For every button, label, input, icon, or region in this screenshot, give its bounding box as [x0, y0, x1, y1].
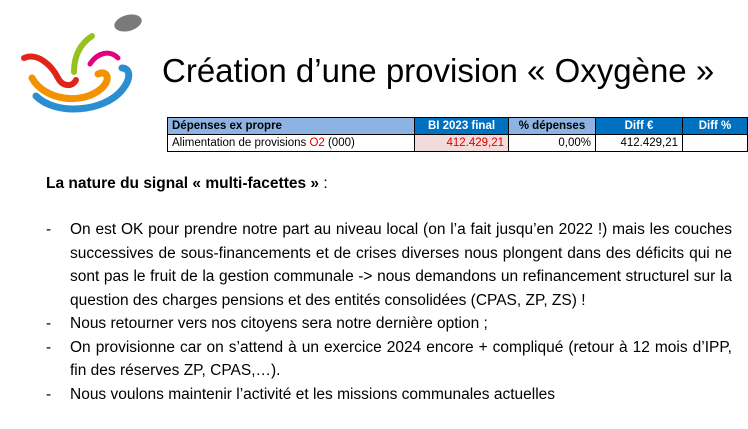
- header-pct-depenses: % dépenses: [509, 118, 596, 135]
- logo-stone-shape: [112, 12, 143, 35]
- list-item-text: On provisionne car on s’attend à un exercice 2024 encore + compliqué (retour à 12 mois d’IPP, fin des réserves ZP, CPAS,…).: [70, 338, 732, 379]
- list-item-text: On est OK pour prendre notre part au niveau local (on l’a fait jusqu’en 2022 !) mais les couches successives de sous-financements et de crises diverses nous plongent dans des déficits qui ne sont pas le fruit de la gestion communale -> nous demandons un refinancement structurel sur la question des charges pensions et des entités consolidées (CPAS, ZP, ZS) !: [70, 221, 732, 309]
- logo-green-leaf: [74, 36, 92, 72]
- section-heading-suffix: :: [319, 175, 328, 192]
- header-diff-pct: Diff %: [683, 118, 748, 135]
- list-item-text: Nous retourner vers nos citoyens sera notre dernière option ;: [70, 315, 488, 332]
- table-row: [168, 135, 748, 152]
- row-label-o2: O2: [309, 137, 325, 149]
- section-heading: [46, 175, 328, 193]
- header-bi2023: BI 2023 final: [415, 118, 509, 135]
- logo-magenta-swirl: [90, 53, 118, 64]
- header-depenses: Dépenses ex propre: [168, 118, 415, 135]
- row-diff-pct: [683, 135, 748, 152]
- list-item: [46, 218, 732, 312]
- bullet-dash: -: [46, 338, 52, 356]
- list-item: [46, 336, 732, 383]
- list-item: [46, 312, 732, 336]
- budget-table: [167, 117, 748, 152]
- page-title: Création d’une provision « Oxygène »: [162, 52, 715, 89]
- logo-blue-swirl: [36, 68, 129, 109]
- row-label-prefix: Alimentation de provisions: [172, 137, 310, 149]
- row-bi2023: 412.429,21: [415, 135, 509, 152]
- header-diff-eur: Diff €: [596, 118, 683, 135]
- bullet-list: [46, 218, 732, 406]
- list-item: [46, 383, 732, 407]
- row-label: [168, 135, 415, 152]
- row-pct: 0,00%: [509, 135, 596, 152]
- bullet-dash: -: [46, 315, 52, 332]
- list-item-text: Nous voulons maintenir l’activité et les missions communales actuelles: [70, 385, 556, 403]
- municipal-logo: [18, 8, 150, 118]
- row-label-suffix: (000): [324, 137, 355, 149]
- bullet-dash: -: [46, 385, 52, 403]
- section-heading-bold: La nature du signal « multi-facettes »: [46, 175, 320, 192]
- row-diff-eur: 412.429,21: [596, 135, 683, 152]
- table-header-row: [168, 118, 748, 135]
- bullet-dash: -: [46, 221, 52, 238]
